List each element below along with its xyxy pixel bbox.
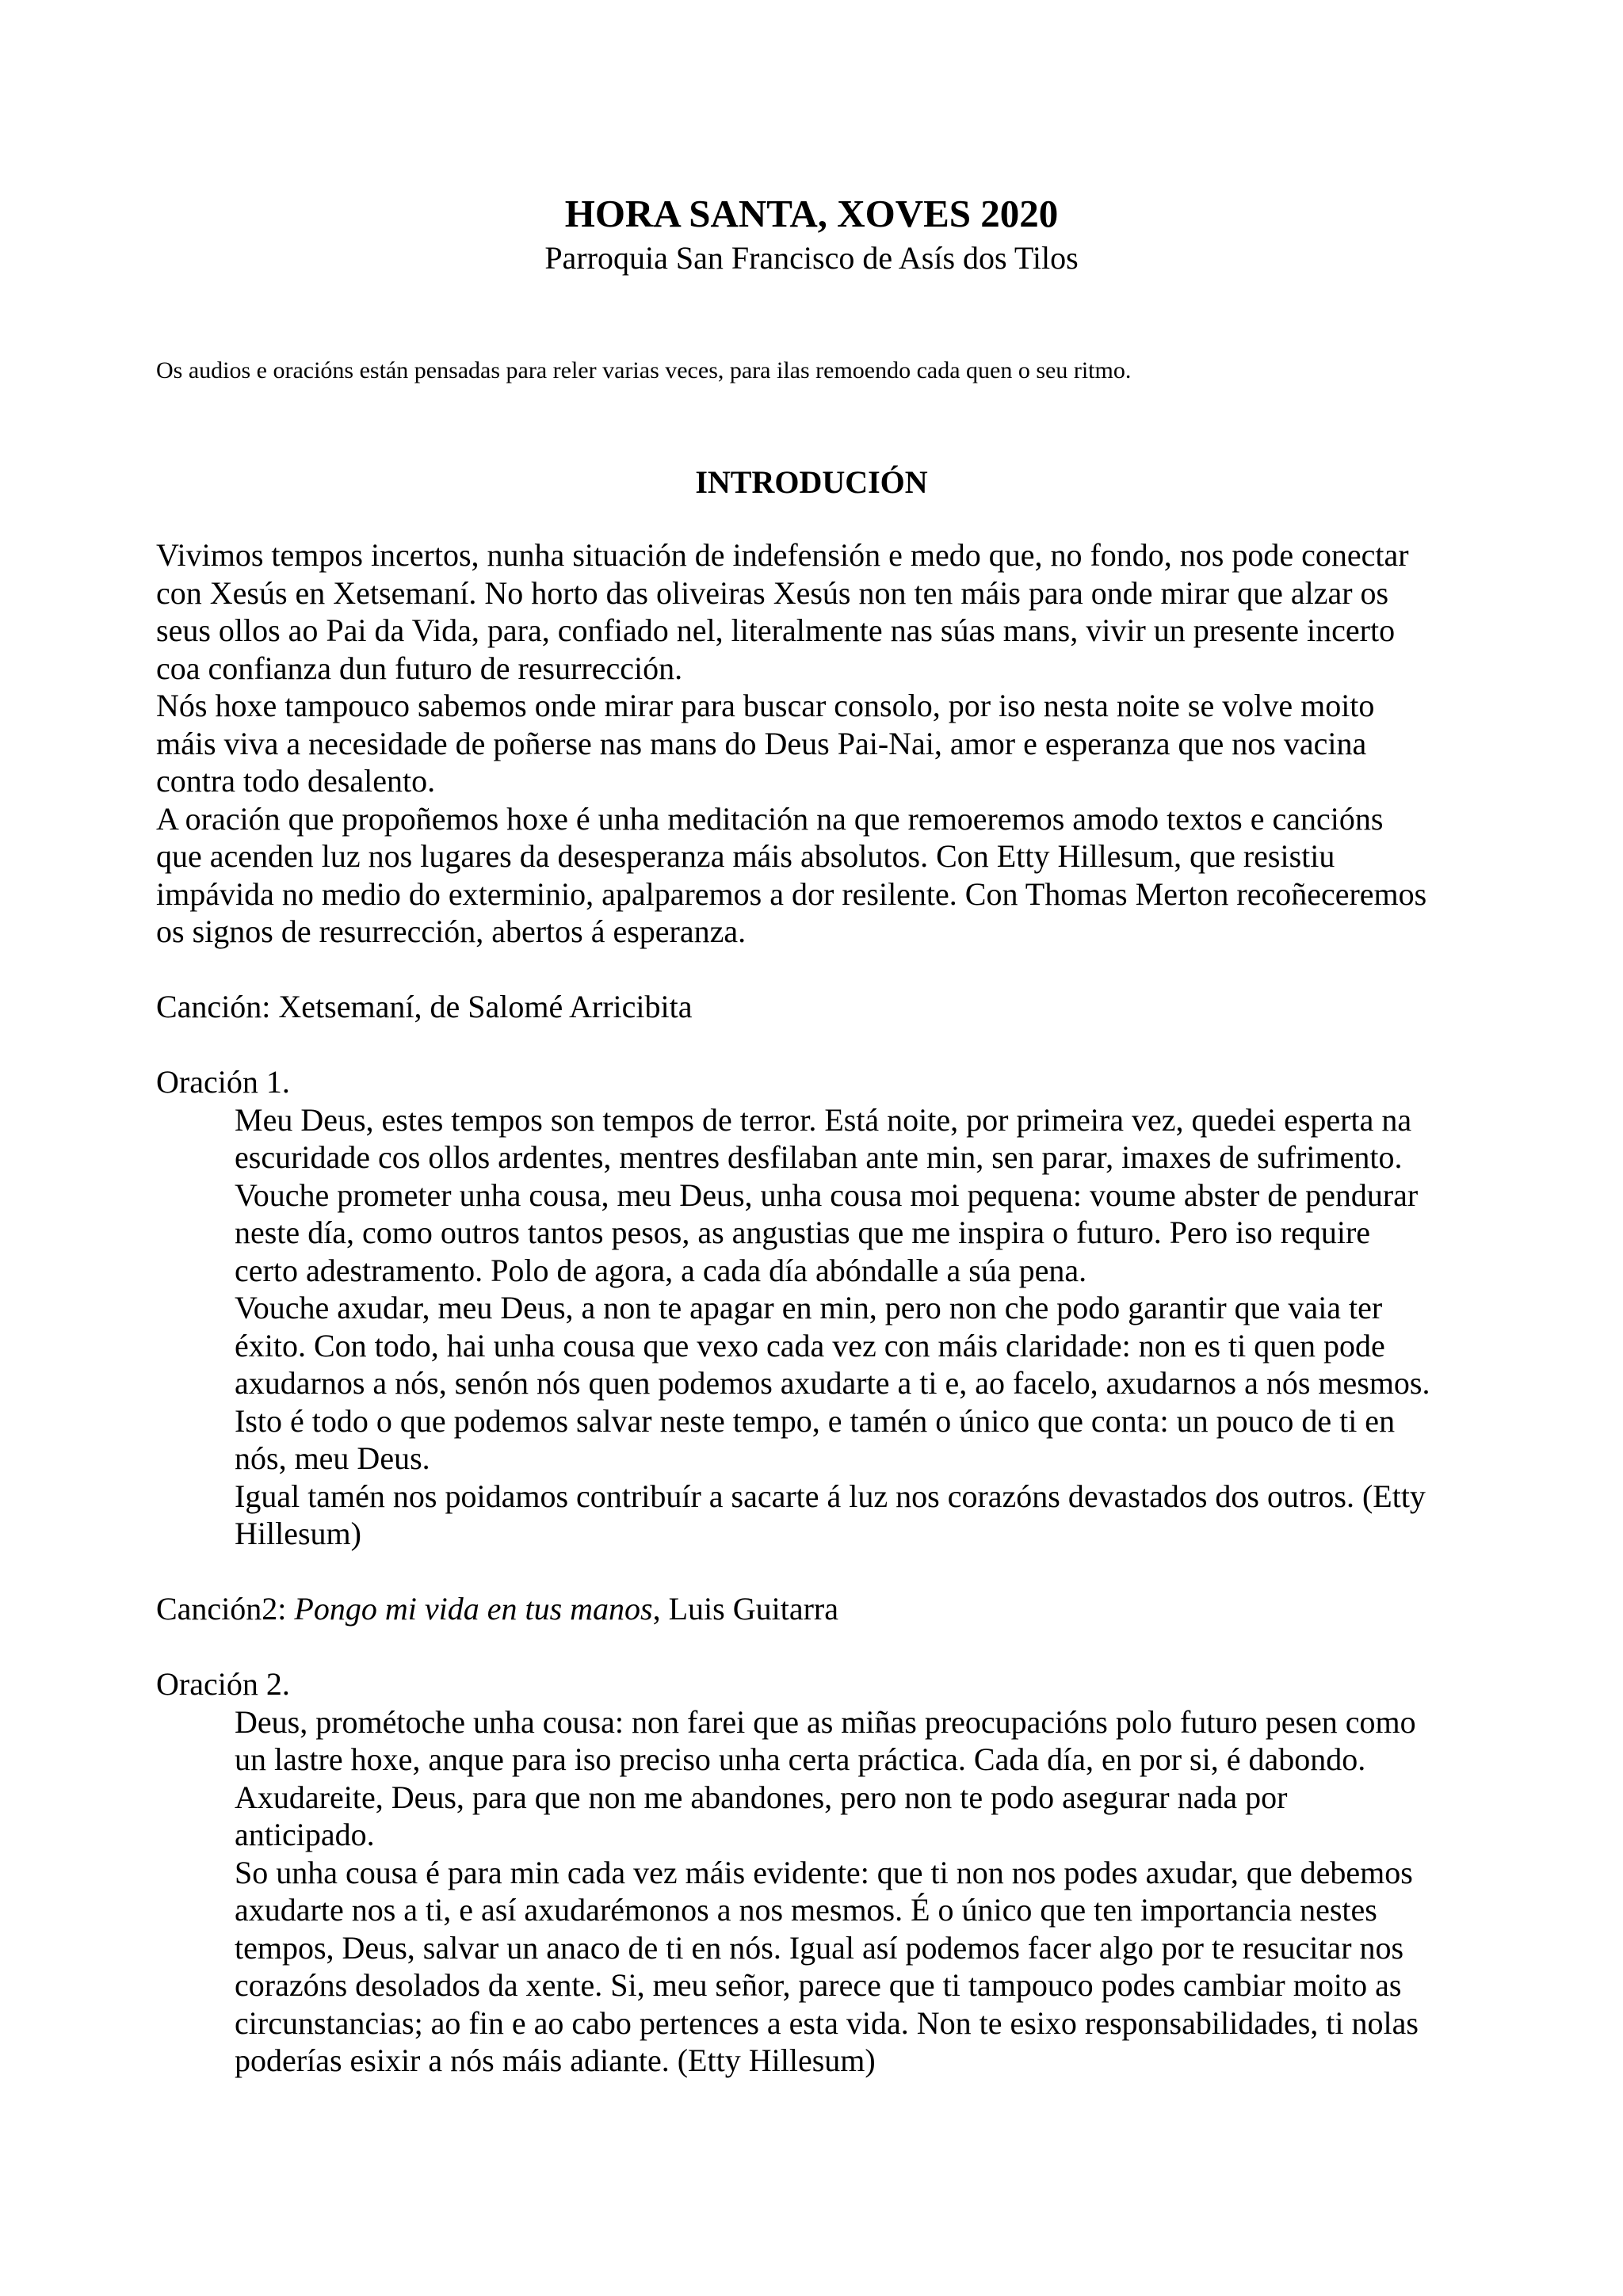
prayer-1-heading: Oración 1. [156,1064,290,1100]
prayer-2-heading: Oración 2. [156,1666,290,1702]
text-line: So unha cousa é para min cada vez máis evidente: que ti non nos podes axudar, que debemos [235,1854,1413,1890]
text-line: poderías esixir a nós máis adiante. (Etty Hillesum) [235,2042,876,2078]
text-line: seus ollos ao Pai da Vida, para, confiado nel, literalmente nas súas mans, vivir un presente incerto [156,612,1396,648]
text-line: que acenden luz nos lugares da desesperanza máis absolutos. Con Etty Hillesum, que resistiu [156,838,1335,874]
text-line: Igual tamén nos poidamos contribuír a sacarte á luz nos corazóns devastados dos outros. (Etty [235,1478,1426,1514]
text-line: Vouche axudar, meu Deus, a non te apagar en min, pero non che podo garantir que vaia ter [235,1290,1383,1325]
text-line: contra todo desalento. [156,763,436,799]
text-line: A oración que propoñemos hoxe é unha meditación na que remoeremos amodo textos e cancións [156,800,1384,837]
song-2-line [156,1590,1503,1628]
text-line: Isto é todo o que podemos salvar neste tempo, e tamén o único que conta: un pouco de ti en [235,1402,1396,1439]
text-line: Vivimos tempos incertos, nunha situación de indefensión e medo que, no fondo, nos pode conectar [156,537,1409,573]
text-line: tempos, Deus, salvar un anaco de ti en nós. Igual así podemos facer algo por te resucitar nos [235,1929,1404,1966]
paragraph-gap [156,1553,1503,1591]
text-line: certo adestramento. Polo de agora, a cada día abóndalle a súa pena. [235,1252,1087,1288]
text-line: axudarnos a nós, senón nós quen podemos axudarte a ti e, ao facelo, axudarnos a nós mesmos. [235,1365,1430,1401]
prayer-2-text [156,1703,1503,2080]
document-body [156,536,1503,2080]
text-line: Deus, prométoche unha cousa: non farei que as miñas preocupacións polo futuro pesen como [235,1703,1416,1740]
text-line: coa confianza dun futuro de resurrección. [156,650,683,686]
text-line: Axudareite, Deus, para que non me abandones, pero non te podo asegurar nada por [235,1779,1288,1815]
paragraph-gap [156,951,1503,989]
text-line: os signos de resurrección, abertos á esperanza. [156,913,747,949]
text-line: impávida no medio do exterminio, apalparemos a dor resilente. Con Thomas Merton recoñeceremos [156,875,1427,912]
reading-note: Os audios e oracións están pensadas para reler varias veces, para ilas remoendo cada quen o seu ritmo. [156,357,1132,383]
text-line: Vouche prometer unha cousa, meu Deus, unha cousa moi pequena: voume abster de pendurar [235,1177,1419,1213]
text-line: nós, meu Deus. [235,1440,430,1476]
song-1-line: Canción: Xetsemaní, de Salomé Arricibita [156,989,693,1024]
prayer-1-text [156,1101,1503,1553]
text-line: Meu Deus, estes tempos son tempos de terror. Está noite, por primeira vez, quedei esperta na [235,1101,1412,1138]
text-line: Nós hoxe tampouco sabemos onde mirar para buscar consolo, por iso nesta noite se volve moito [156,688,1375,723]
song-2-title: Pongo mi vida en tus manos [294,1591,653,1627]
text-line: con Xesús en Xetsemaní. No horto das oliveiras Xesús non ten máis para onde mirar que alzar os [156,574,1389,611]
text-line: escuridade cos ollos ardentes, mentres desfilaban ante min, sen parar, imaxes de sufrimento. [235,1139,1403,1175]
text-line: un lastre hoxe, anque para iso preciso unha certa práctica. Cada día, en por si, é dabondo. [235,1741,1366,1777]
song-2-suffix: , Luis Guitarra [652,1591,838,1627]
paragraph-gap [156,1628,1503,1666]
song-2-prefix: Canción2: [156,1591,295,1627]
text-line: neste día, como outros tantos pesos, as angustias que me inspira o futuro. Pero iso require [235,1215,1371,1250]
document-title: HORA SANTA, XOVES 2020 [564,192,1059,235]
text-line: axudarte nos a ti, e así axudarémonos a nos mesmos. É o único que ten importancia nestes [235,1892,1377,1928]
text-line: máis viva a necesidade de poñerse nas mans do Deus Pai-Nai, amor e esperanza que nos vacina [156,725,1367,761]
text-line: anticipado. [235,1817,375,1852]
text-line: corazóns desolados da xente. Si, meu señor, parece que ti tampouco podes cambiar moito as [235,1967,1402,2003]
section-heading-introduction: INTRODUCIÓN [695,464,928,500]
text-line: Hillesum) [235,1516,361,1551]
intro-paragraph [156,536,1503,951]
document-subtitle: Parroquia San Francisco de Asís dos Tilos [544,240,1079,276]
text-line: éxito. Con todo, hai unha cousa que vexo cada vez con máis claridade: non es ti quen pode [235,1327,1385,1363]
paragraph-gap [156,1026,1503,1064]
text-line: circunstancias; ao fin e ao cabo pertences a esta vida. Non te esixo responsabilidades, ti nolas [235,2004,1419,2041]
